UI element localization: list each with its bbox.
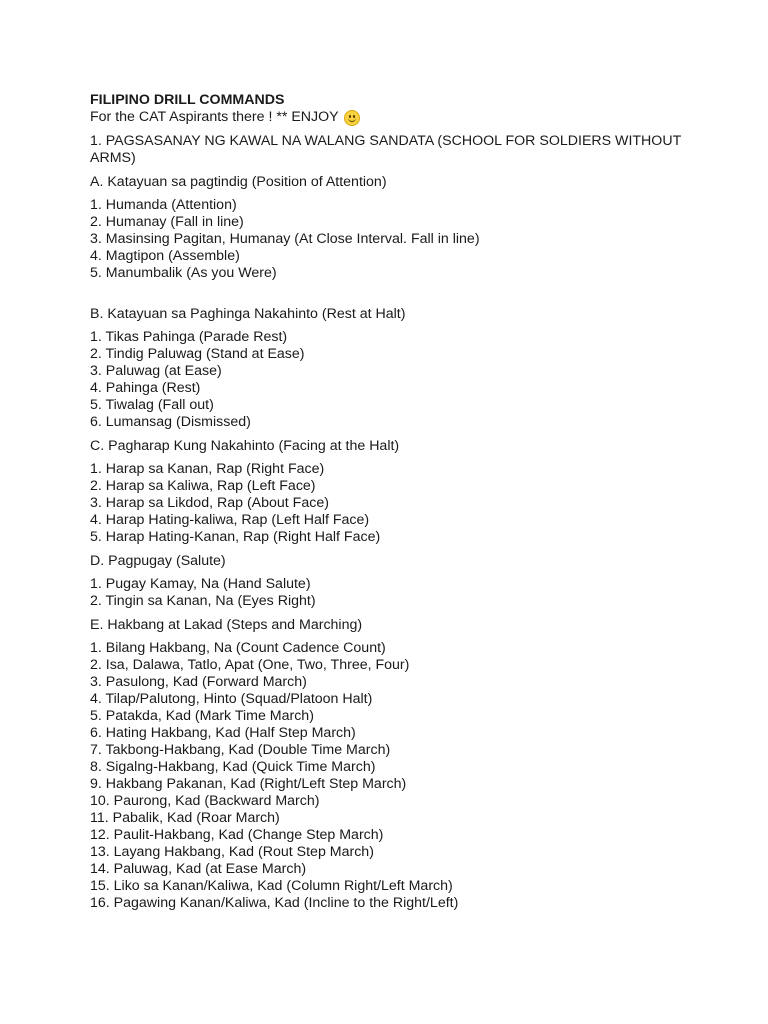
command-item: 8. Sigalng-Hakbang, Kad (Quick Time March)	[90, 759, 376, 775]
command-item: 3. Harap sa Likdod, Rap (About Face)	[90, 495, 329, 511]
command-list	[90, 461, 690, 546]
command-item: 6. Hating Hakbang, Kad (Half Step March)	[90, 725, 356, 741]
command-item: 5. Harap Hating-Kanan, Rap (Right Half Face)	[90, 529, 381, 545]
command-item: 4. Magtipon (Assemble)	[90, 248, 240, 264]
command-item: 3. Pasulong, Kad (Forward March)	[90, 674, 307, 690]
sections-container	[90, 174, 690, 912]
command-item: 1. Humanda (Attention)	[90, 197, 237, 213]
command-item: 14. Paluwag, Kad (at Ease March)	[90, 861, 307, 877]
command-item: 12. Paulit-Hakbang, Kad (Change Step March)	[90, 827, 384, 843]
command-list	[90, 576, 690, 610]
section-label: C. Pagharap Kung Nakahinto (Facing at the Halt)	[90, 438, 400, 454]
command-item: 5. Manumbalik (As you Were)	[90, 265, 277, 281]
command-item: 1. Tikas Pahinga (Parade Rest)	[90, 329, 288, 345]
command-item: 5. Tiwalag (Fall out)	[90, 397, 214, 413]
command-item: 7. Takbong-Hakbang, Kad (Double Time March)	[90, 742, 391, 758]
command-item: 15. Liko sa Kanan/Kaliwa, Kad (Column Right/Left March)	[90, 878, 453, 894]
command-item: 4. Pahinga (Rest)	[90, 380, 201, 396]
command-item: 3. Paluwag (at Ease)	[90, 363, 222, 379]
document-content	[90, 92, 690, 912]
section-label: B. Katayuan sa Paghinga Nakahinto (Rest at Halt)	[90, 306, 406, 322]
command-item: 11. Pabalik, Kad (Roar March)	[90, 810, 280, 826]
command-item: 1. Bilang Hakbang, Na (Count Cadence Count)	[90, 640, 386, 656]
command-item: 9. Hakbang Pakanan, Kad (Right/Left Step March)	[90, 776, 407, 792]
command-list	[90, 197, 690, 282]
section	[90, 174, 690, 282]
command-item: 16. Pagawing Kanan/Kaliwa, Kad (Incline to the Right/Left)	[90, 895, 459, 911]
command-item: 4. Harap Hating-kaliwa, Rap (Left Half Face)	[90, 512, 370, 528]
main-heading: 1. PAGSASANAY NG KAWAL NA WALANG SANDATA (SCHOOL FOR SOLDIERS WITHOUT ARMS)	[90, 133, 681, 166]
section-label: A. Katayuan sa pagtindig (Position of Attention)	[90, 174, 387, 190]
command-item: 10. Paurong, Kad (Backward March)	[90, 793, 320, 809]
section-label: D. Pagpugay (Salute)	[90, 553, 226, 569]
command-item: 2. Tingin sa Kanan, Na (Eyes Right)	[90, 593, 316, 609]
document-title: FILIPINO DRILL COMMANDS	[90, 92, 285, 108]
command-item: 3. Masinsing Pagitan, Humanay (At Close Interval. Fall in line)	[90, 231, 480, 247]
section	[90, 617, 690, 912]
command-list	[90, 640, 690, 912]
command-item: 4. Tilap/Palutong, Hinto (Squad/Platoon Halt)	[90, 691, 373, 707]
section-label: E. Hakbang at Lakad (Steps and Marching)	[90, 617, 363, 633]
subtitle-text: For the CAT Aspirants there ! ** ENJOY	[90, 109, 339, 125]
command-item: 13. Layang Hakbang, Kad (Rout Step March)	[90, 844, 374, 860]
command-item: 2. Harap sa Kaliwa, Rap (Left Face)	[90, 478, 316, 494]
document-subtitle	[90, 109, 690, 126]
command-item: 2. Isa, Dalawa, Tatlo, Apat (One, Two, Three, Four)	[90, 657, 410, 673]
section	[90, 306, 690, 431]
section	[90, 438, 690, 546]
command-item: 6. Lumansag (Dismissed)	[90, 414, 251, 430]
command-list	[90, 329, 690, 431]
command-item: 1. Pugay Kamay, Na (Hand Salute)	[90, 576, 311, 592]
section	[90, 553, 690, 610]
command-item: 5. Patakda, Kad (Mark Time March)	[90, 708, 314, 724]
smiley-face-icon	[344, 110, 360, 126]
command-item: 1. Harap sa Kanan, Rap (Right Face)	[90, 461, 325, 477]
command-item: 2. Humanay (Fall in line)	[90, 214, 244, 230]
command-item: 2. Tindig Paluwag (Stand at Ease)	[90, 346, 305, 362]
